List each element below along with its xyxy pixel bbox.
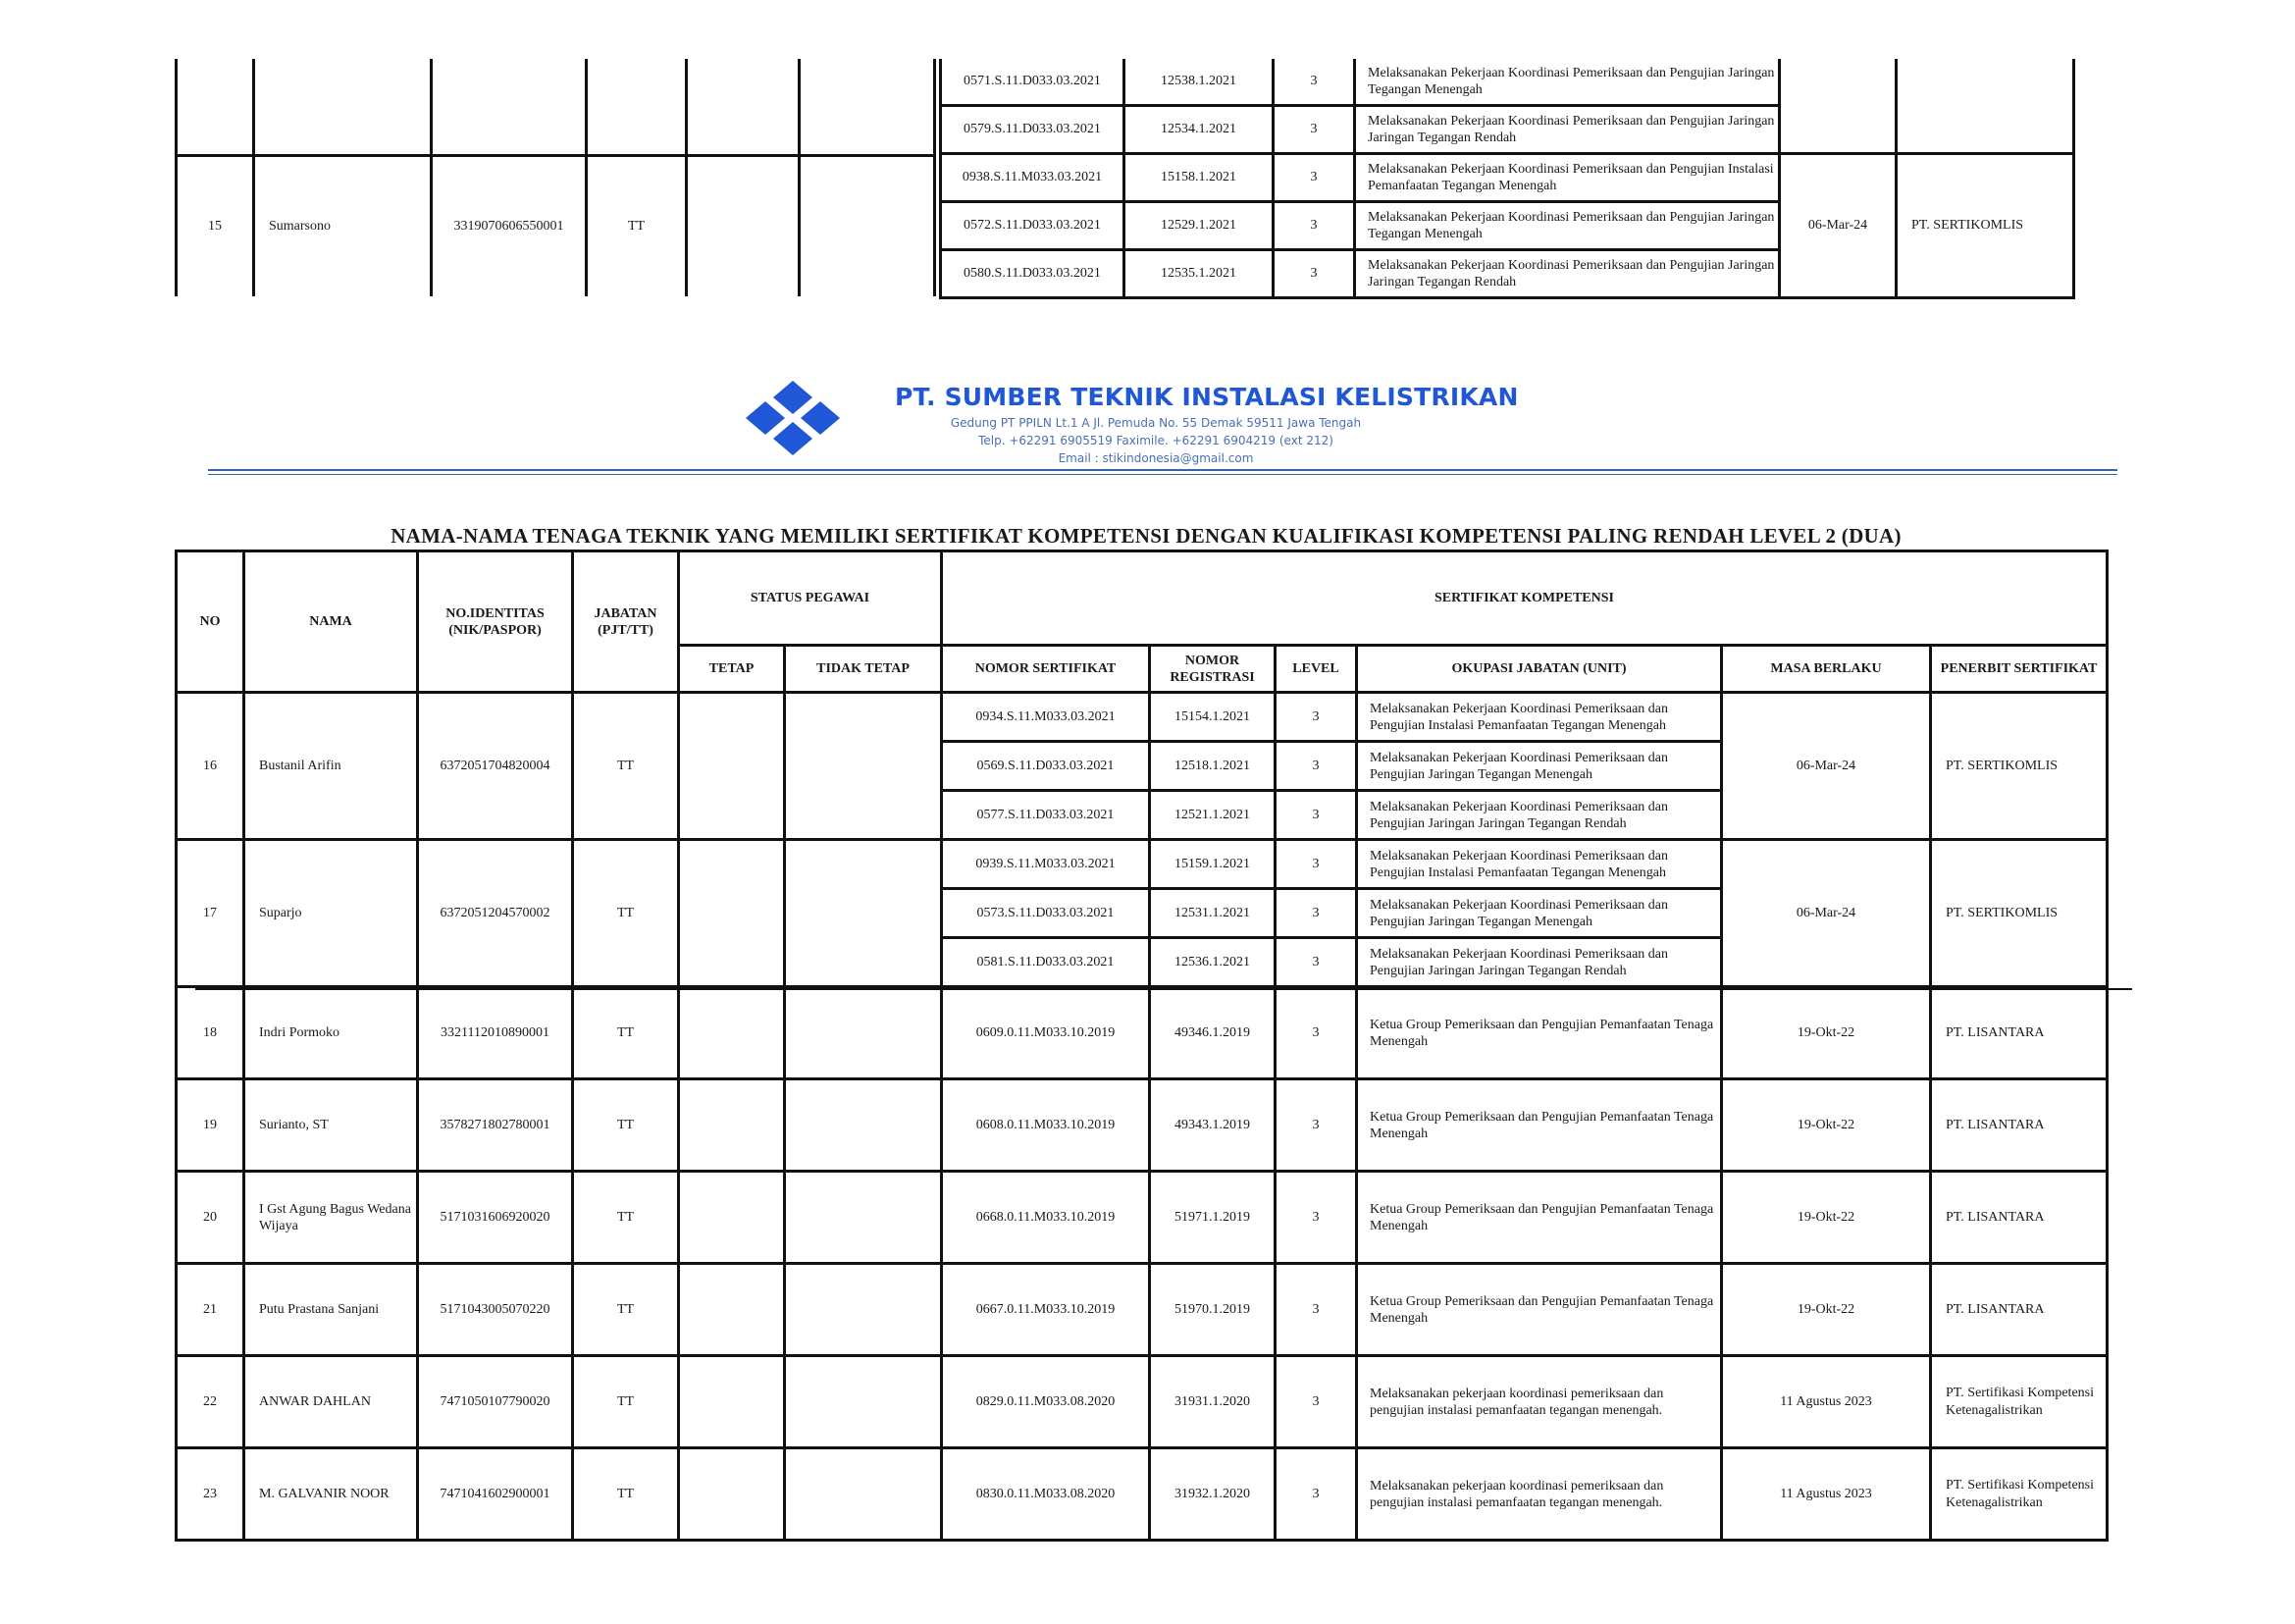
name-cell: I Gst Agung Bagus Wedana Wijaya: [244, 1172, 418, 1264]
cert-number-cell: 0579.S.11.D033.03.2021: [941, 106, 1124, 154]
registration-cell: 12535.1.2021: [1124, 250, 1274, 298]
header-tidak-tetap: TIDAK TETAP: [785, 646, 942, 693]
company-name: PT. SUMBER TEKNIK INSTALASI KELISTRIKAN: [895, 383, 1519, 411]
header-nik: NO.IDENTITAS (NIK/PASPOR): [418, 551, 573, 693]
nik-cell: [432, 59, 587, 156]
level-cell: 3: [1276, 1079, 1357, 1172]
no-cell: [177, 59, 254, 156]
registration-cell: 49343.1.2019: [1150, 1079, 1276, 1172]
masa-cell: 06-Mar-24: [1780, 154, 1897, 298]
logo-diamond-bottom: [773, 422, 812, 455]
unit-cell: Melaksanakan Pekerjaan Koordinasi Pemeriksaan dan Pengujian Jaringan Jaringan Tegangan Rendah: [1357, 791, 1722, 840]
unit-cell: Melaksanakan Pekerjaan Koordinasi Pemeriksaan dan Pengujian Jaringan Jaringan Tegangan Rendah: [1357, 938, 1722, 987]
tetap-cell: [679, 1264, 785, 1356]
masa-cell: 11 Agustus 2023: [1722, 1356, 1931, 1448]
tidak-tetap-cell: [785, 1356, 942, 1448]
penerbit-cell: [1897, 59, 2074, 154]
header-penerbit: PENERBIT SERTIFIKAT: [1931, 646, 2108, 693]
nik-cell: 3321112010890001: [418, 987, 573, 1079]
cert-number-cell: 0608.0.11.M033.10.2019: [942, 1079, 1150, 1172]
level-cell: 3: [1276, 1448, 1357, 1541]
page-title: NAMA-NAMA TENAGA TEKNIK YANG MEMILIKI SERTIFIKAT KOMPETENSI DENGAN KUALIFIKASI KOMPETENSI PALING RENDAH LEVEL 2 (DUA): [391, 524, 1902, 548]
level-cell: 3: [1276, 1356, 1357, 1448]
unit-cell: Melaksanakan Pekerjaan Koordinasi Pemeriksaan dan Pengujian Instalasi Pemanfaatan Tegangan Menengah: [1357, 693, 1722, 742]
cert-number-cell: 0938.S.11.M033.03.2021: [941, 154, 1124, 202]
header-level: LEVEL: [1276, 646, 1357, 693]
no-cell: 22: [177, 1356, 244, 1448]
penerbit-cell: PT. SERTIKOMLIS: [1897, 154, 2074, 298]
cert-number-cell: 0668.0.11.M033.10.2019: [942, 1172, 1150, 1264]
registration-cell: 15154.1.2021: [1150, 693, 1276, 742]
cert-number-cell: 0571.S.11.D033.03.2021: [941, 59, 1124, 106]
unit-cell: Melaksanakan Pekerjaan Koordinasi Pemeriksaan dan Pengujian Instalasi Pemanfaatan Tegangan Menengah: [1355, 154, 1780, 202]
cert-number-cell: 0829.0.11.M033.08.2020: [942, 1356, 1150, 1448]
masa-cell: [1780, 59, 1897, 154]
prev-page-certificate-table: [939, 59, 2075, 299]
registration-cell: 15158.1.2021: [1124, 154, 1274, 202]
jabatan-cell: TT: [573, 1172, 679, 1264]
jabatan-cell: TT: [573, 1264, 679, 1356]
header-nomor-sertifikat: NOMOR SERTIFIKAT: [942, 646, 1150, 693]
unit-cell: Melaksanakan pekerjaan koordinasi pemeriksaan dan pengujian instalasi pemanfaatan tegangan menengah.: [1357, 1356, 1722, 1448]
level-cell: 3: [1274, 250, 1355, 298]
tidak-tetap-cell: [785, 987, 942, 1079]
level-cell: 3: [1274, 202, 1355, 250]
table-row: [177, 1356, 2108, 1448]
no-cell: 20: [177, 1172, 244, 1264]
name-cell: Sumarsono: [254, 156, 432, 297]
level-cell: 3: [1276, 938, 1357, 987]
tidak-tetap-cell: [785, 1172, 942, 1264]
registration-cell: 15159.1.2021: [1150, 840, 1276, 889]
masa-cell: 06-Mar-24: [1722, 693, 1931, 840]
prev-page-identity-table: [175, 59, 936, 296]
registration-cell: 51971.1.2019: [1150, 1172, 1276, 1264]
nik-cell: 5171031606920020: [418, 1172, 573, 1264]
jabatan-cell: TT: [587, 156, 687, 297]
cert-number-cell: 0667.0.11.M033.10.2019: [942, 1264, 1150, 1356]
tetap-cell: [679, 1079, 785, 1172]
tidak-tetap-cell: [800, 59, 935, 156]
cert-number-cell: 0581.S.11.D033.03.2021: [942, 938, 1150, 987]
level-cell: 3: [1276, 742, 1357, 791]
header-row: [177, 551, 2108, 646]
registration-cell: 31931.1.2020: [1150, 1356, 1276, 1448]
unit-cell: Melaksanakan Pekerjaan Koordinasi Pemeriksaan dan Pengujian Jaringan Tegangan Menengah: [1357, 889, 1722, 938]
cert-number-cell: 0573.S.11.D033.03.2021: [942, 889, 1150, 938]
nik-cell: 3319070606550001: [432, 156, 587, 297]
masa-cell: 06-Mar-24: [1722, 840, 1931, 987]
letterhead-rule: [208, 469, 2117, 471]
nik-cell: 7471050107790020: [418, 1356, 573, 1448]
header-nama: NAMA: [244, 551, 418, 693]
table-row: [177, 156, 935, 297]
company-logo: [742, 381, 844, 459]
unit-cell: Melaksanakan Pekerjaan Koordinasi Pemeriksaan dan Pengujian Jaringan Tegangan Menengah: [1357, 742, 1722, 791]
level-cell: 3: [1276, 1172, 1357, 1264]
tidak-tetap-cell: [785, 1448, 942, 1541]
level-cell: 3: [1274, 59, 1355, 106]
cert-number-cell: 0572.S.11.D033.03.2021: [941, 202, 1124, 250]
unit-cell: Ketua Group Pemeriksaan dan Pengujian Pemanfaatan Tenaga Menengah: [1357, 1264, 1722, 1356]
penerbit-cell: PT. LISANTARA: [1931, 987, 2108, 1079]
unit-cell: Ketua Group Pemeriksaan dan Pengujian Pemanfaatan Tenaga Menengah: [1357, 987, 1722, 1079]
no-cell: 15: [177, 156, 254, 297]
header-masa-berlaku: MASA BERLAKU: [1722, 646, 1931, 693]
logo-diamond-top: [773, 381, 812, 414]
header-okupasi: OKUPASI JABATAN (UNIT): [1357, 646, 1722, 693]
penerbit-cell: PT. SERTIKOMLIS: [1931, 840, 2108, 987]
jabatan-cell: TT: [573, 693, 679, 840]
header-no: NO: [177, 551, 244, 693]
unit-cell: Ketua Group Pemeriksaan dan Pengujian Pemanfaatan Tenaga Menengah: [1357, 1079, 1722, 1172]
cert-number-cell: 0939.S.11.M033.03.2021: [942, 840, 1150, 889]
level-cell: 3: [1276, 840, 1357, 889]
penerbit-cell: PT. LISANTARA: [1931, 1264, 2108, 1356]
header-tetap: TETAP: [679, 646, 785, 693]
masa-cell: 19-Okt-22: [1722, 987, 1931, 1079]
no-cell: 19: [177, 1079, 244, 1172]
jabatan-cell: [587, 59, 687, 156]
registration-cell: 12518.1.2021: [1150, 742, 1276, 791]
registration-cell: 12536.1.2021: [1150, 938, 1276, 987]
name-cell: Indri Pormoko: [244, 987, 418, 1079]
jabatan-cell: TT: [573, 1448, 679, 1541]
tidak-tetap-cell: [785, 1264, 942, 1356]
name-cell: Bustanil Arifin: [244, 693, 418, 840]
table-row: [177, 1172, 2108, 1264]
cert-number-cell: 0569.S.11.D033.03.2021: [942, 742, 1150, 791]
registration-cell: 12531.1.2021: [1150, 889, 1276, 938]
tetap-cell: [679, 1448, 785, 1541]
no-cell: 17: [177, 840, 244, 987]
penerbit-cell: PT. Sertifikasi Kompetensi Ketenagalistrikan: [1931, 1448, 2108, 1541]
level-cell: 3: [1276, 791, 1357, 840]
nik-cell: 7471041602900001: [418, 1448, 573, 1541]
level-cell: 3: [1276, 1264, 1357, 1356]
header-nomor-registrasi: NOMOR REGISTRASI: [1150, 646, 1276, 693]
level-cell: 3: [1276, 889, 1357, 938]
no-cell: 23: [177, 1448, 244, 1541]
masa-cell: 19-Okt-22: [1722, 1172, 1931, 1264]
logo-diamond-left: [746, 401, 785, 435]
cert-number-cell: 0609.0.11.M033.10.2019: [942, 987, 1150, 1079]
name-cell: Putu Prastana Sanjani: [244, 1264, 418, 1356]
level-cell: 3: [1276, 693, 1357, 742]
registration-cell: 12521.1.2021: [1150, 791, 1276, 840]
nik-cell: 6372051704820004: [418, 693, 573, 840]
name-cell: Surianto, ST: [244, 1079, 418, 1172]
jabatan-cell: TT: [573, 987, 679, 1079]
table-row: [941, 154, 2074, 202]
tetap-cell: [687, 59, 800, 156]
unit-cell: Melaksanakan Pekerjaan Koordinasi Pemeriksaan dan Pengujian Instalasi Pemanfaatan Tegangan Menengah: [1357, 840, 1722, 889]
unit-cell: Melaksanakan Pekerjaan Koordinasi Pemeriksaan dan Pengujian Jaringan Tegangan Menengah: [1355, 59, 1780, 106]
table-row: [177, 1079, 2108, 1172]
registration-cell: 49346.1.2019: [1150, 987, 1276, 1079]
no-cell: 18: [177, 987, 244, 1079]
personnel-certificate-table: [175, 550, 2109, 1542]
tidak-tetap-cell: [785, 840, 942, 987]
cert-number-cell: 0580.S.11.D033.03.2021: [941, 250, 1124, 298]
table-row: [177, 59, 935, 156]
jabatan-cell: TT: [573, 840, 679, 987]
tetap-cell: [687, 156, 800, 297]
tidak-tetap-cell: [785, 1079, 942, 1172]
company-address: Gedung PT PPILN Lt.1 A Jl. Pemuda No. 55 Demak 59511 Jawa Tengah: [950, 416, 1362, 430]
level-cell: 3: [1274, 154, 1355, 202]
tetap-cell: [679, 1172, 785, 1264]
table-row: [177, 987, 2108, 1079]
unit-cell: Melaksanakan Pekerjaan Koordinasi Pemeriksaan dan Pengujian Jaringan Jaringan Tegangan Rendah: [1355, 250, 1780, 298]
table-row: [177, 1264, 2108, 1356]
header-status-pegawai: STATUS PEGAWAI: [679, 551, 942, 646]
name-cell: M. GALVANIR NOOR: [244, 1448, 418, 1541]
nik-cell: 3578271802780001: [418, 1079, 573, 1172]
company-email: Email : stikindonesia@gmail.com: [1058, 451, 1254, 465]
company-phone: Telp. +62291 6905519 Faximile. +62291 6904219 (ext 212): [978, 434, 1333, 447]
tetap-cell: [679, 987, 785, 1079]
masa-cell: 19-Okt-22: [1722, 1079, 1931, 1172]
table-row: [177, 1448, 2108, 1541]
jabatan-cell: TT: [573, 1356, 679, 1448]
logo-diamond-right: [801, 401, 840, 435]
registration-cell: 12529.1.2021: [1124, 202, 1274, 250]
table-row: [177, 693, 2108, 742]
unit-cell: Ketua Group Pemeriksaan dan Pengujian Pemanfaatan Tenaga Menengah: [1357, 1172, 1722, 1264]
jabatan-cell: TT: [573, 1079, 679, 1172]
masa-cell: 19-Okt-22: [1722, 1264, 1931, 1356]
unit-cell: Melaksanakan pekerjaan koordinasi pemeriksaan dan pengujian instalasi pemanfaatan tegangan menengah.: [1357, 1448, 1722, 1541]
name-cell: [254, 59, 432, 156]
penerbit-cell: PT. LISANTARA: [1931, 1079, 2108, 1172]
penerbit-cell: PT. Sertifikasi Kompetensi Ketenagalistrikan: [1931, 1356, 2108, 1448]
table-row: [941, 59, 2074, 106]
registration-cell: 12538.1.2021: [1124, 59, 1274, 106]
header-jabatan: JABATAN (PJT/TT): [573, 551, 679, 693]
level-cell: 3: [1274, 106, 1355, 154]
no-cell: 21: [177, 1264, 244, 1356]
header-sertifikat-kompetensi: SERTIFIKAT KOMPETENSI: [942, 551, 2108, 646]
name-cell: Suparjo: [244, 840, 418, 987]
masa-cell: 11 Agustus 2023: [1722, 1448, 1931, 1541]
penerbit-cell: PT. SERTIKOMLIS: [1931, 693, 2108, 840]
tidak-tetap-cell: [785, 693, 942, 840]
unit-cell: Melaksanakan Pekerjaan Koordinasi Pemeriksaan dan Pengujian Jaringan Jaringan Tegangan Rendah: [1355, 106, 1780, 154]
tidak-tetap-cell: [800, 156, 935, 297]
nik-cell: 5171043005070220: [418, 1264, 573, 1356]
level-cell: 3: [1276, 987, 1357, 1079]
table-row: [177, 840, 2108, 889]
cert-number-cell: 0830.0.11.M033.08.2020: [942, 1448, 1150, 1541]
penerbit-cell: PT. LISANTARA: [1931, 1172, 2108, 1264]
registration-cell: 51970.1.2019: [1150, 1264, 1276, 1356]
cert-number-cell: 0577.S.11.D033.03.2021: [942, 791, 1150, 840]
tetap-cell: [679, 840, 785, 987]
page-break-line: [195, 988, 2132, 990]
cert-number-cell: 0934.S.11.M033.03.2021: [942, 693, 1150, 742]
registration-cell: 12534.1.2021: [1124, 106, 1274, 154]
tetap-cell: [679, 1356, 785, 1448]
letterhead-rule-thin: [208, 474, 2117, 475]
no-cell: 16: [177, 693, 244, 840]
nik-cell: 6372051204570002: [418, 840, 573, 987]
unit-cell: Melaksanakan Pekerjaan Koordinasi Pemeriksaan dan Pengujian Jaringan Tegangan Menengah: [1355, 202, 1780, 250]
registration-cell: 31932.1.2020: [1150, 1448, 1276, 1541]
name-cell: ANWAR DAHLAN: [244, 1356, 418, 1448]
tetap-cell: [679, 693, 785, 840]
